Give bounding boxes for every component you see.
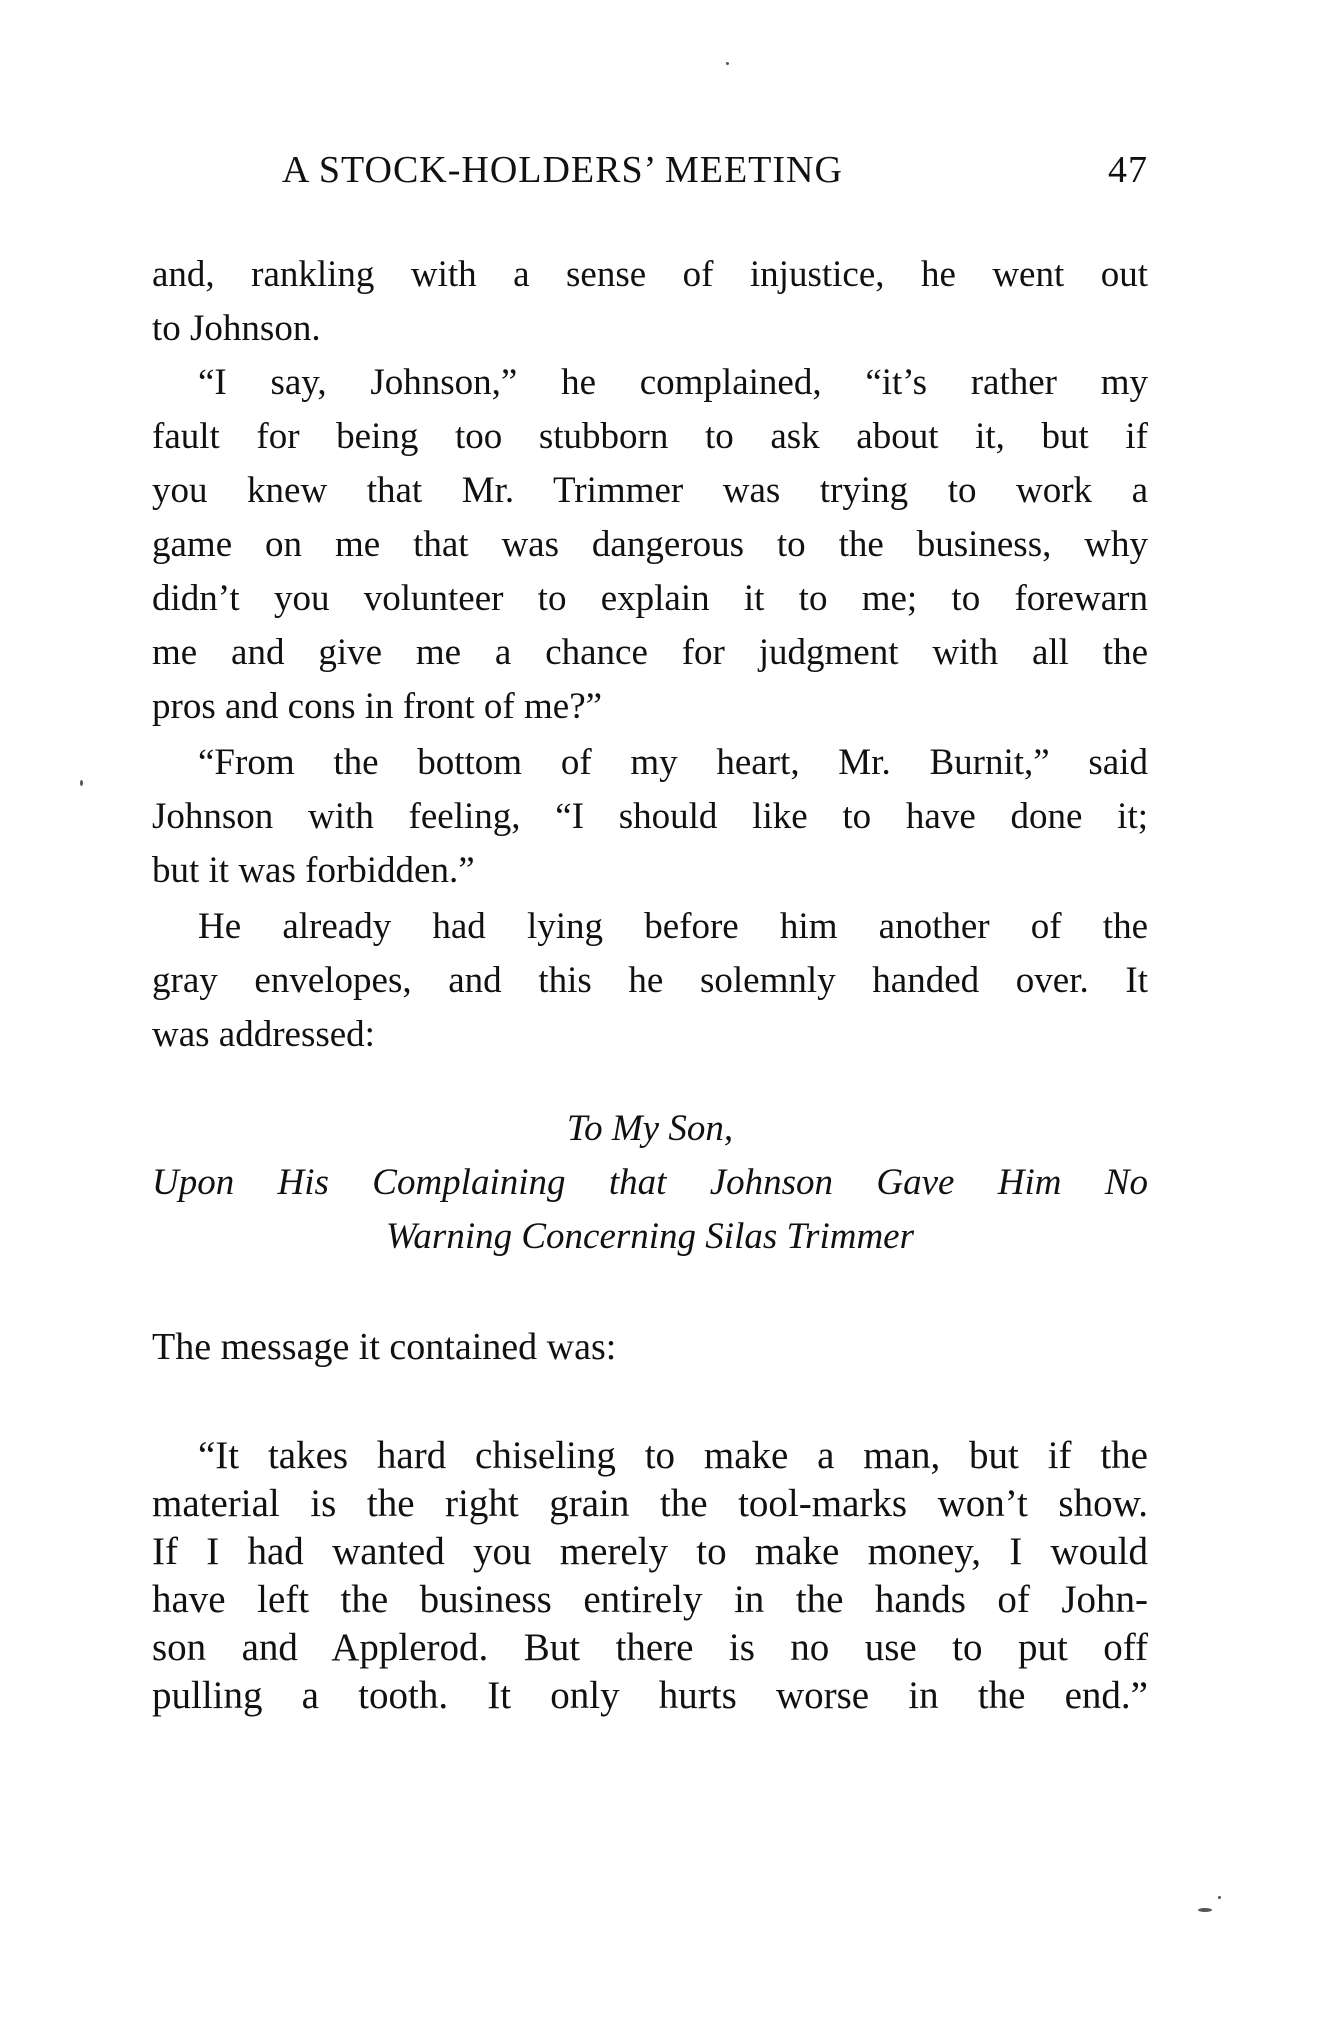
message-line: have left the business entirely in the hands of John- bbox=[152, 1578, 1148, 1621]
message-intro: The message it contained was: bbox=[152, 1326, 617, 1368]
scan-speck bbox=[1198, 1908, 1212, 1912]
address-line: Upon His Complaining that Johnson Gave Him No bbox=[152, 1162, 1148, 1203]
message-line: son and Applerod. But there is no use to put off bbox=[152, 1626, 1148, 1669]
body-line: gray envelopes, and this he solemnly handed over. It bbox=[152, 960, 1148, 1001]
scan-speck bbox=[1218, 1896, 1221, 1899]
body-line: “From the bottom of my heart, Mr. Burnit,” said bbox=[198, 742, 1148, 783]
running-head-title: A STOCK-HOLDERS’ MEETING bbox=[282, 149, 843, 191]
scan-speck bbox=[80, 780, 83, 786]
page-number: 47 bbox=[1108, 149, 1148, 191]
body-line: but it was forbidden.” bbox=[152, 850, 475, 891]
body-line: “I say, Johnson,” he complained, “it’s rather my bbox=[198, 362, 1148, 403]
scan-speck bbox=[726, 62, 729, 65]
message-line: material is the right grain the tool-marks won’t show. bbox=[152, 1482, 1148, 1525]
body-line: didn’t you volunteer to explain it to me; to forewarn bbox=[152, 578, 1148, 619]
body-line: and, rankling with a sense of injustice, he went out bbox=[152, 254, 1148, 295]
body-line: was addressed: bbox=[152, 1014, 375, 1055]
message-line: “It takes hard chiseling to make a man, but if the bbox=[198, 1434, 1148, 1477]
running-head bbox=[152, 148, 1148, 198]
address-line: To My Son, bbox=[566, 1108, 734, 1149]
body-line: me and give me a chance for judgment with all the bbox=[152, 632, 1148, 673]
message-line: pulling a tooth. It only hurts worse in the end.” bbox=[152, 1674, 1148, 1717]
body-line: to Johnson. bbox=[152, 308, 321, 349]
message-line: If I had wanted you merely to make money, I would bbox=[152, 1530, 1148, 1573]
body-line: He already had lying before him another of the bbox=[198, 906, 1148, 947]
body-line: game on me that was dangerous to the business, why bbox=[152, 524, 1148, 565]
body-line: you knew that Mr. Trimmer was trying to work a bbox=[152, 470, 1148, 511]
body-line: pros and cons in front of me?” bbox=[152, 686, 603, 727]
body-line: Johnson with feeling, “I should like to have done it; bbox=[152, 796, 1148, 837]
address-line: Warning Concerning Silas Trimmer bbox=[386, 1216, 914, 1257]
body-line: fault for being too stubborn to ask about it, but if bbox=[152, 416, 1148, 457]
